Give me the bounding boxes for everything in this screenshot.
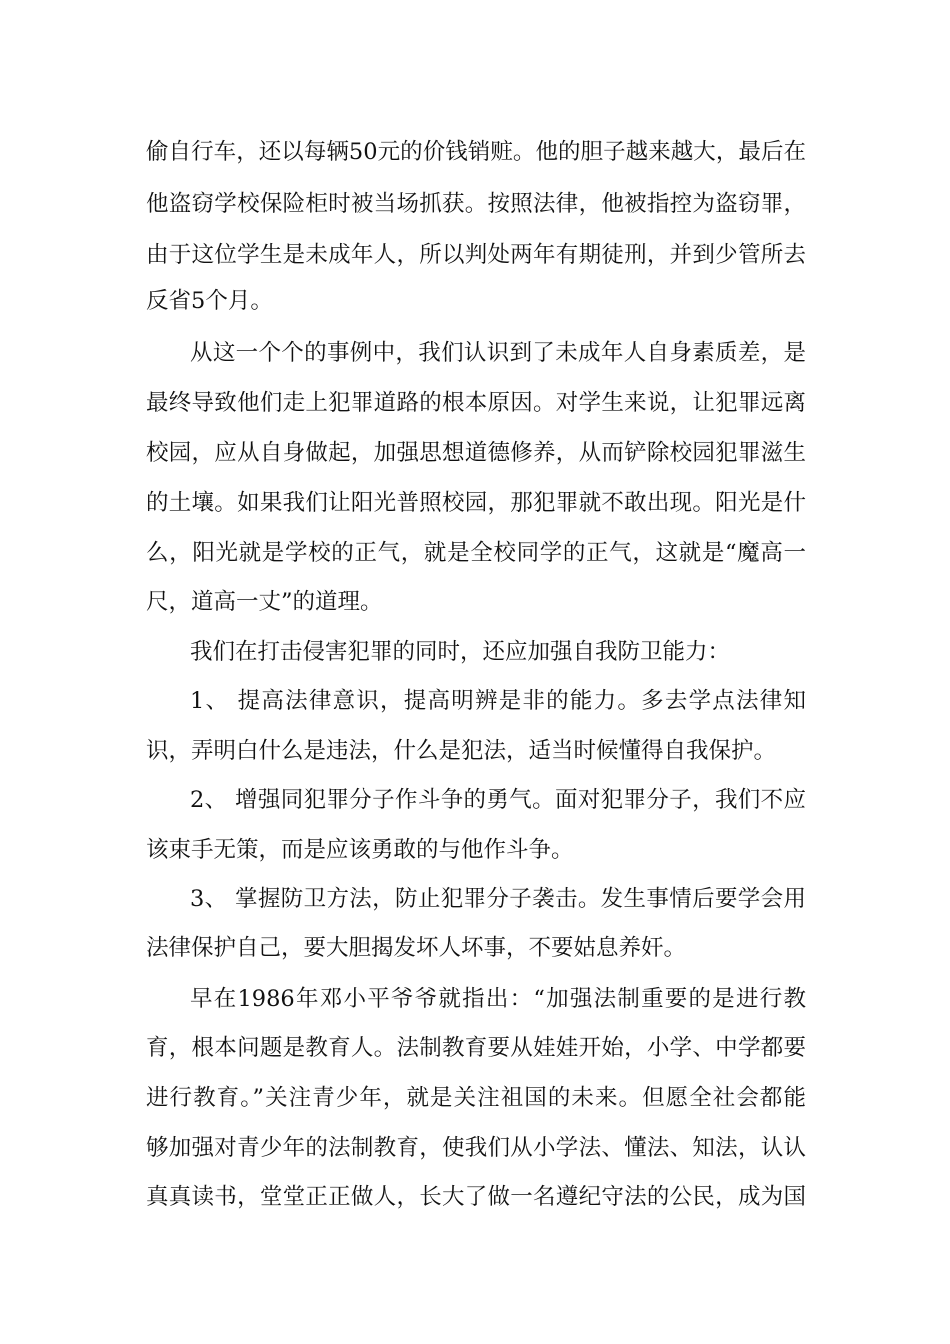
list-item-1-line: 1、 提高法律意识，提高明辨是非的能力。多去学点法律知 bbox=[190, 688, 806, 714]
list-item-3-line: 3、 掌握防卫方法，防止犯罪分子袭击。发生事情后要学会用 bbox=[190, 886, 806, 912]
text-line: 他盗窃学校保险柜时被当场抓获。按照法律，他被指控为盗窃罪， bbox=[146, 191, 806, 217]
text-line: 校园，应从自身做起，加强思想道德修养，从而铲除校园犯罪滋生 bbox=[146, 440, 806, 466]
text-line: 育，根本问题是教育人。法制教育要从娃娃开始，小学、中学都要 bbox=[146, 1035, 806, 1061]
text-line: 真真读书，堂堂正正做人，长大了做一名遵纪守法的公民，成为国 bbox=[146, 1184, 806, 1210]
text-line: 最终导致他们走上犯罪道路的根本原因。对学生来说，让犯罪远离 bbox=[146, 390, 806, 416]
paragraph-first-line: 早在1986年邓小平爷爷就指出：“加强法制重要的是进行教 bbox=[190, 986, 806, 1012]
text-line: 由于这位学生是未成年人，所以判处两年有期徒刑，并到少管所去 bbox=[146, 242, 806, 268]
text-line: 进行教育。”关注青少年，就是关注祖国的未来。但愿全社会都能 bbox=[146, 1085, 806, 1111]
list-item-2-line: 2、 增强同犯罪分子作斗争的勇气。面对犯罪分子，我们不应 bbox=[190, 787, 806, 813]
text-line: 够加强对青少年的法制教育，使我们从小学法、懂法、知法，认认 bbox=[146, 1135, 806, 1161]
text-line: 尺，道高一丈”的道理。 bbox=[146, 589, 383, 615]
text-line: 偷自行车，还以每辆50元的价钱销赃。他的胆子越来越大，最后在 bbox=[146, 139, 806, 165]
text-line: 法律保护自己，要大胆揭发坏人坏事，不要姑息养奸。 bbox=[146, 935, 687, 961]
paragraph-first-line: 从这一个个的事例中，我们认识到了未成年人自身素质差，是 bbox=[190, 340, 806, 366]
text-line: 识，弄明白什么是违法，什么是犯法，适当时候懂得自我保护。 bbox=[146, 738, 777, 764]
text-line: 反省5个月。 bbox=[146, 288, 273, 314]
text-line: 么，阳光就是学校的正气，就是全校同学的正气，这就是“魔高一 bbox=[146, 540, 806, 566]
text-line: 的土壤。如果我们让阳光普照校园，那犯罪就不敢出现。阳光是什 bbox=[146, 490, 806, 516]
paragraph-first-line: 我们在打击侵害犯罪的同时，还应加强自我防卫能力： bbox=[190, 639, 731, 665]
text-line: 该束手无策，而是应该勇敢的与他作斗争。 bbox=[146, 837, 574, 863]
